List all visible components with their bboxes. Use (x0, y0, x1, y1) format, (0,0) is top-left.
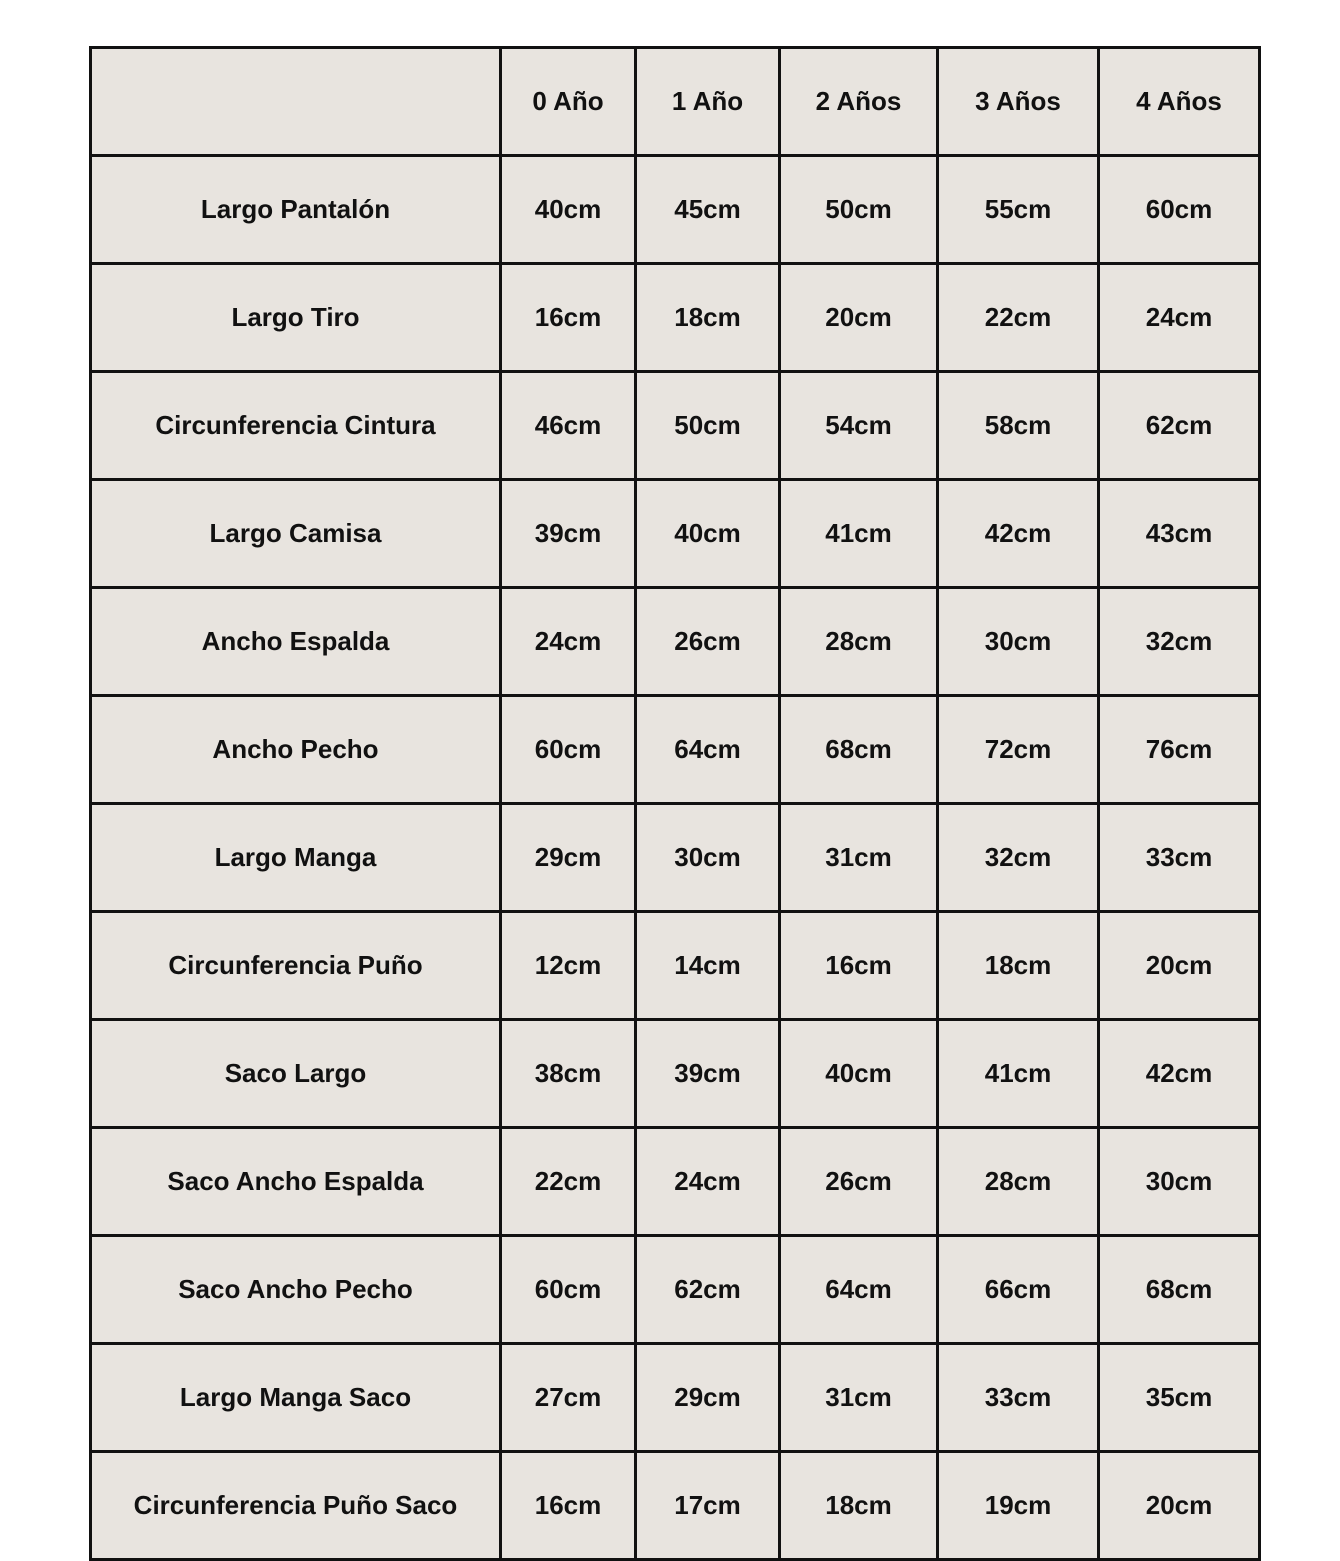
header-row (91, 48, 1260, 156)
table-cell: 20cm (780, 264, 938, 372)
column-header-age-2: 2 Años (780, 48, 938, 156)
table-cell: 41cm (780, 480, 938, 588)
table-cell: 55cm (938, 156, 1099, 264)
column-header-age-1: 1 Año (636, 48, 780, 156)
table-cell: 33cm (938, 1344, 1099, 1452)
table-cell: 50cm (780, 156, 938, 264)
row-label: Largo Pantalón (91, 156, 501, 264)
table-row (91, 372, 1260, 480)
table-cell: 76cm (1099, 696, 1260, 804)
row-label: Circunferencia Cintura (91, 372, 501, 480)
table-cell: 31cm (780, 1344, 938, 1452)
table-row (91, 1344, 1260, 1452)
table-cell: 50cm (636, 372, 780, 480)
table-cell: 43cm (1099, 480, 1260, 588)
row-label: Circunferencia Puño (91, 912, 501, 1020)
table-row (91, 588, 1260, 696)
table-cell: 18cm (938, 912, 1099, 1020)
table-cell: 17cm (636, 1452, 780, 1560)
table-cell: 26cm (780, 1128, 938, 1236)
row-label: Saco Largo (91, 1020, 501, 1128)
table-cell: 19cm (938, 1452, 1099, 1560)
table-cell: 22cm (501, 1128, 636, 1236)
table-cell: 30cm (1099, 1128, 1260, 1236)
row-label: Circunferencia Puño Saco (91, 1452, 501, 1560)
table-row (91, 696, 1260, 804)
table-row (91, 264, 1260, 372)
table-cell: 60cm (501, 696, 636, 804)
table-cell: 42cm (1099, 1020, 1260, 1128)
column-header-age-4: 4 Años (1099, 48, 1260, 156)
row-label: Largo Camisa (91, 480, 501, 588)
column-header-age-0: 0 Año (501, 48, 636, 156)
row-label: Largo Manga (91, 804, 501, 912)
table-cell: 39cm (636, 1020, 780, 1128)
row-label: Ancho Espalda (91, 588, 501, 696)
table-cell: 29cm (501, 804, 636, 912)
table-cell: 42cm (938, 480, 1099, 588)
table-row (91, 1020, 1260, 1128)
table-cell: 64cm (780, 1236, 938, 1344)
table-cell: 68cm (780, 696, 938, 804)
table-cell: 40cm (636, 480, 780, 588)
table-cell: 30cm (636, 804, 780, 912)
table-cell: 18cm (636, 264, 780, 372)
table-cell: 35cm (1099, 1344, 1260, 1452)
table-cell: 66cm (938, 1236, 1099, 1344)
table-cell: 60cm (501, 1236, 636, 1344)
row-label: Largo Tiro (91, 264, 501, 372)
size-chart-table (89, 46, 1261, 1561)
row-label: Ancho Pecho (91, 696, 501, 804)
table-cell: 62cm (636, 1236, 780, 1344)
table-cell: 54cm (780, 372, 938, 480)
table-cell: 64cm (636, 696, 780, 804)
table-cell: 40cm (780, 1020, 938, 1128)
table-cell: 60cm (1099, 156, 1260, 264)
table-cell: 40cm (501, 156, 636, 264)
table-cell: 72cm (938, 696, 1099, 804)
table-cell: 16cm (501, 1452, 636, 1560)
table-row (91, 1452, 1260, 1560)
table-cell: 29cm (636, 1344, 780, 1452)
column-header-age-3: 3 Años (938, 48, 1099, 156)
table-cell: 27cm (501, 1344, 636, 1452)
row-label: Saco Ancho Espalda (91, 1128, 501, 1236)
table-cell: 58cm (938, 372, 1099, 480)
table-cell: 45cm (636, 156, 780, 264)
table-cell: 20cm (1099, 912, 1260, 1020)
table-cell: 24cm (636, 1128, 780, 1236)
table-cell: 32cm (938, 804, 1099, 912)
table-row (91, 804, 1260, 912)
row-label: Largo Manga Saco (91, 1344, 501, 1452)
table-cell: 26cm (636, 588, 780, 696)
table-cell: 46cm (501, 372, 636, 480)
table-cell: 33cm (1099, 804, 1260, 912)
table-row (91, 1236, 1260, 1344)
table-cell: 28cm (938, 1128, 1099, 1236)
table-cell: 14cm (636, 912, 780, 1020)
table-cell: 31cm (780, 804, 938, 912)
table-cell: 30cm (938, 588, 1099, 696)
table-row (91, 480, 1260, 588)
corner-cell (91, 48, 501, 156)
table-row (91, 912, 1260, 1020)
table-cell: 32cm (1099, 588, 1260, 696)
table-cell: 16cm (780, 912, 938, 1020)
table-cell: 39cm (501, 480, 636, 588)
table-row (91, 156, 1260, 264)
table-cell: 62cm (1099, 372, 1260, 480)
table-cell: 38cm (501, 1020, 636, 1128)
table-cell: 28cm (780, 588, 938, 696)
table-cell: 12cm (501, 912, 636, 1020)
table-cell: 68cm (1099, 1236, 1260, 1344)
table-cell: 18cm (780, 1452, 938, 1560)
table-cell: 24cm (501, 588, 636, 696)
table-cell: 20cm (1099, 1452, 1260, 1560)
table-row (91, 1128, 1260, 1236)
table-cell: 41cm (938, 1020, 1099, 1128)
table-cell: 24cm (1099, 264, 1260, 372)
row-label: Saco Ancho Pecho (91, 1236, 501, 1344)
table-cell: 22cm (938, 264, 1099, 372)
table-cell: 16cm (501, 264, 636, 372)
